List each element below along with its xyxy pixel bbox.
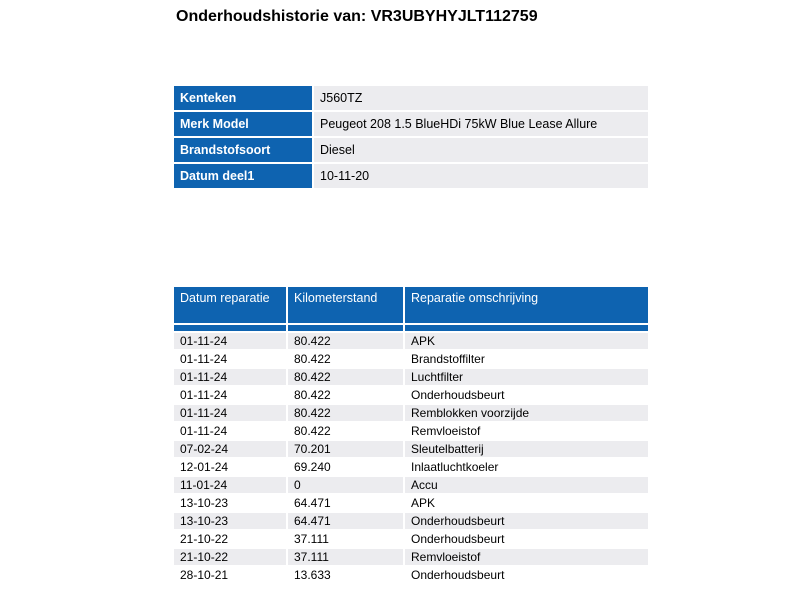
history-description-cell: Inlaatluchtkoeler (405, 459, 648, 475)
history-row (174, 423, 648, 439)
vehicle-info-table (172, 84, 650, 190)
repair-history-body (174, 333, 648, 583)
page-title: Onderhoudshistorie van: VR3UBYHYJLT112759 (176, 8, 538, 25)
history-date-cell: 21-10-22 (174, 549, 286, 565)
history-date-cell: 01-11-24 (174, 387, 286, 403)
info-label: Datum deel1 (174, 164, 312, 188)
info-label: Merk Model (174, 112, 312, 136)
info-label: Kenteken (174, 86, 312, 110)
info-value: Peugeot 208 1.5 BlueHDi 75kW Blue Lease Allure (314, 112, 648, 136)
history-row (174, 477, 648, 493)
history-row (174, 369, 648, 385)
history-km-cell: 80.422 (288, 351, 403, 367)
history-date-cell: 21-10-22 (174, 531, 286, 547)
history-description-cell: Remvloeistof (405, 423, 648, 439)
column-header-kilometerstand: Kilometerstand (288, 287, 403, 323)
repair-history-table (172, 285, 650, 585)
history-km-cell: 80.422 (288, 387, 403, 403)
history-km-cell: 37.111 (288, 531, 403, 547)
vehicle-info-row (174, 112, 648, 136)
vehicle-info-table-body (174, 86, 648, 188)
history-km-cell: 64.471 (288, 495, 403, 511)
history-date-cell: 01-11-24 (174, 369, 286, 385)
history-km-cell: 80.422 (288, 369, 403, 385)
column-header-reparatie-omschrijving: Reparatie omschrijving (405, 287, 648, 323)
vehicle-info-row (174, 86, 648, 110)
history-km-cell: 13.633 (288, 567, 403, 583)
history-description-cell: Onderhoudsbeurt (405, 513, 648, 529)
history-date-cell: 01-11-24 (174, 423, 286, 439)
history-description-cell: Onderhoudsbeurt (405, 567, 648, 583)
history-date-cell: 12-01-24 (174, 459, 286, 475)
history-header-spacer-row (174, 325, 648, 331)
history-row (174, 567, 648, 583)
history-row (174, 513, 648, 529)
history-km-cell: 69.240 (288, 459, 403, 475)
history-row (174, 441, 648, 457)
history-row (174, 531, 648, 547)
column-header-datum-reparatie: Datum reparatie (174, 287, 286, 323)
history-date-cell: 01-11-24 (174, 405, 286, 421)
history-km-cell: 80.422 (288, 333, 403, 349)
history-row (174, 549, 648, 565)
history-row (174, 495, 648, 511)
history-date-cell: 13-10-23 (174, 495, 286, 511)
history-description-cell: Accu (405, 477, 648, 493)
history-row (174, 459, 648, 475)
repair-history-header (174, 287, 648, 331)
history-description-cell: APK (405, 495, 648, 511)
info-value: J560TZ (314, 86, 648, 110)
history-row (174, 387, 648, 403)
vehicle-info-row (174, 138, 648, 162)
history-description-cell: Remblokken voorzijde (405, 405, 648, 421)
history-row (174, 333, 648, 349)
history-description-cell: Sleutelbatterij (405, 441, 648, 457)
spacer-cell (174, 325, 286, 331)
history-description-cell: Onderhoudsbeurt (405, 387, 648, 403)
history-date-cell: 11-01-24 (174, 477, 286, 493)
info-value: Diesel (314, 138, 648, 162)
history-km-cell: 70.201 (288, 441, 403, 457)
spacer-cell (405, 325, 648, 331)
history-km-cell: 0 (288, 477, 403, 493)
history-description-cell: Onderhoudsbeurt (405, 531, 648, 547)
history-date-cell: 07-02-24 (174, 441, 286, 457)
history-date-cell: 13-10-23 (174, 513, 286, 529)
history-description-cell: Luchtfilter (405, 369, 648, 385)
history-date-cell: 01-11-24 (174, 333, 286, 349)
history-km-cell: 64.471 (288, 513, 403, 529)
info-value: 10-11-20 (314, 164, 648, 188)
history-km-cell: 37.111 (288, 549, 403, 565)
history-km-cell: 80.422 (288, 405, 403, 421)
history-description-cell: Brandstoffilter (405, 351, 648, 367)
history-km-cell: 80.422 (288, 423, 403, 439)
vehicle-info-row (174, 164, 648, 188)
spacer-cell (288, 325, 403, 331)
history-header-row (174, 287, 648, 323)
history-date-cell: 01-11-24 (174, 351, 286, 367)
history-date-cell: 28-10-21 (174, 567, 286, 583)
history-row (174, 405, 648, 421)
history-description-cell: Remvloeistof (405, 549, 648, 565)
history-description-cell: APK (405, 333, 648, 349)
history-row (174, 351, 648, 367)
info-label: Brandstofsoort (174, 138, 312, 162)
